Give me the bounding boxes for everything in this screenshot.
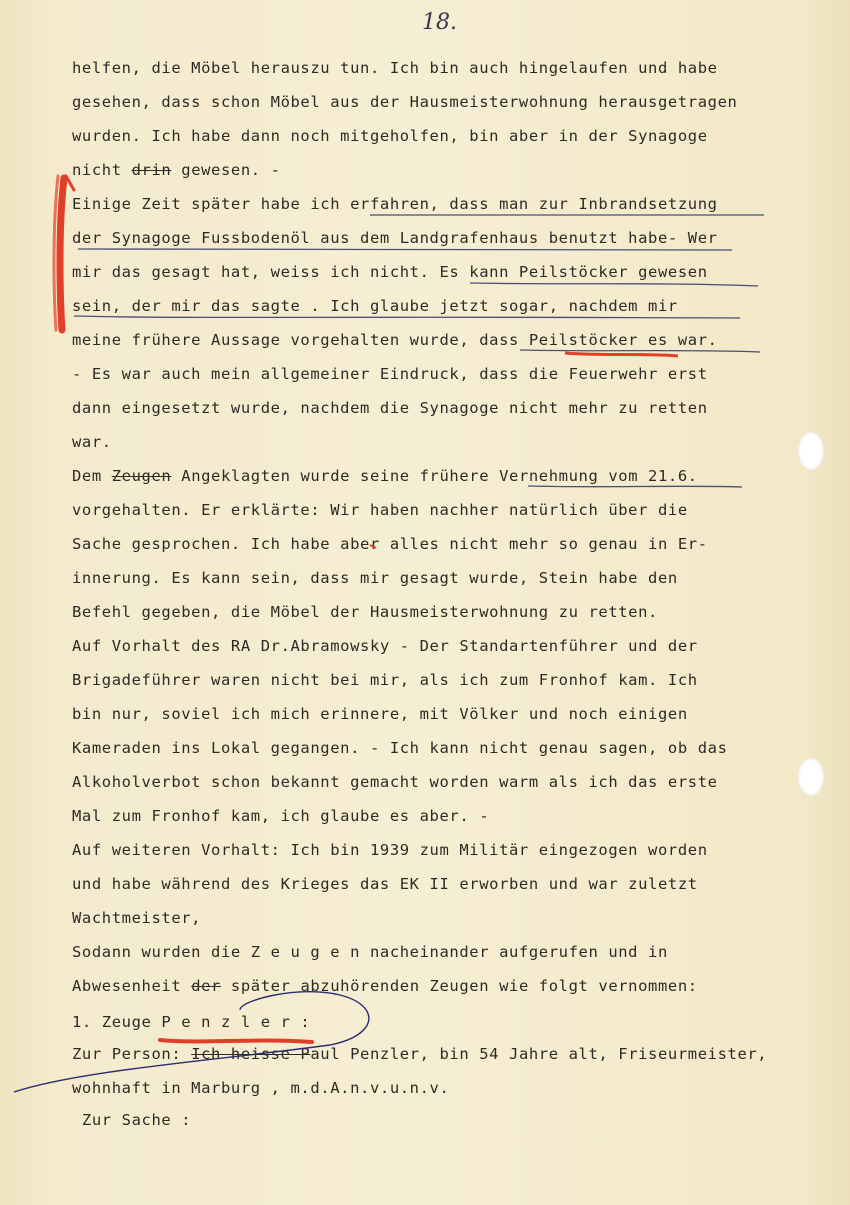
text-line: Auf weiteren Vorhalt: Ich bin 1939 zum Militär eingezogen worden	[72, 841, 708, 859]
text-line: der Synagoge Fussbodenöl aus dem Landgrafenhaus benutzt habe- Wer	[72, 229, 718, 247]
text-line: nicht drin gewesen. -	[72, 161, 281, 179]
punch-hole-top	[798, 432, 824, 470]
text-line: wohnhaft in Marburg , m.d.A.n.v.u.n.v.	[72, 1079, 450, 1097]
text-line: sein, der mir das sagte . Ich glaube jetzt sogar, nachdem mir	[72, 297, 678, 315]
text-line: und habe während des Krieges das EK II erworben und war zuletzt	[72, 875, 698, 893]
page-number: 18.	[422, 10, 457, 35]
struck-word: Zeugen	[111, 467, 172, 485]
text-line: vorgehalten. Er erklärte: Wir haben nachher natürlich über die	[72, 501, 688, 519]
text-line: gesehen, dass schon Möbel aus der Hausmeisterwohnung herausgetragen	[72, 93, 738, 111]
text-line: Alkoholverbot schon bekannt gemacht worden warm als ich das erste	[72, 773, 718, 791]
text-line: - Es war auch mein allgemeiner Eindruck, dass die Feuerwehr erst	[72, 365, 708, 383]
text-line: Abwesenheit der später abzuhörenden Zeugen wie folgt vernommen:	[72, 977, 698, 995]
punch-hole-bottom	[798, 758, 824, 796]
struck-word: der	[191, 977, 221, 995]
text-line: Einige Zeit später habe ich erfahren, dass man zur Inbrandsetzung	[72, 195, 718, 213]
text-line: Dem Zeugen Angeklagten wurde seine frühere Vernehmung vom 21.6.	[72, 467, 698, 485]
text-line: 1. Zeuge P e n z l e r :	[72, 1013, 311, 1031]
text-line: mir das gesagt hat, weiss ich nicht. Es kann Peilstöcker gewesen	[72, 263, 708, 281]
text-line: helfen, die Möbel herauszu tun. Ich bin auch hingelaufen und habe	[72, 59, 718, 77]
text-line: Zur Sache :	[72, 1111, 192, 1129]
text-line: dann eingesetzt wurde, nachdem die Synagoge nicht mehr zu retten	[72, 399, 708, 417]
text-line: Wachtmeister,	[72, 909, 202, 927]
text-line: bin nur, soviel ich mich erinnere, mit Völker und noch einigen	[72, 705, 688, 723]
text-line: meine frühere Aussage vorgehalten wurde, dass Peilstöcker es war.	[72, 331, 718, 349]
text-line: Sache gesprochen. Ich habe aber alles nicht mehr so genau in Er-	[72, 535, 708, 553]
text-line: Mal zum Fronhof kam, ich glaube es aber. -	[72, 807, 490, 825]
text-line: wurden. Ich habe dann noch mitgeholfen, bin aber in der Synagoge	[72, 127, 708, 145]
text-line: Befehl gegeben, die Möbel der Hausmeisterwohnung zu retten.	[72, 603, 658, 621]
text-line: innerung. Es kann sein, dass mir gesagt wurde, Stein habe den	[72, 569, 678, 587]
text-line: Auf Vorhalt des RA Dr.Abramowsky - Der Standartenführer und der	[72, 637, 698, 655]
text-line: war.	[72, 433, 112, 451]
text-line: Sodann wurden die Z e u g e n nacheinander aufgerufen und in	[72, 943, 668, 961]
struck-word: drin	[131, 161, 172, 179]
text-line: Kameraden ins Lokal gegangen. - Ich kann nicht genau sagen, ob das	[72, 739, 728, 757]
text-line: Zur Person: Ich heisse Paul Penzler, bin 54 Jahre alt, Friseurmeister,	[72, 1045, 768, 1063]
struck-word: Ich heisse P	[191, 1045, 311, 1063]
text-line: Brigadeführer waren nicht bei mir, als ich zum Fronhof kam. Ich	[72, 671, 698, 689]
